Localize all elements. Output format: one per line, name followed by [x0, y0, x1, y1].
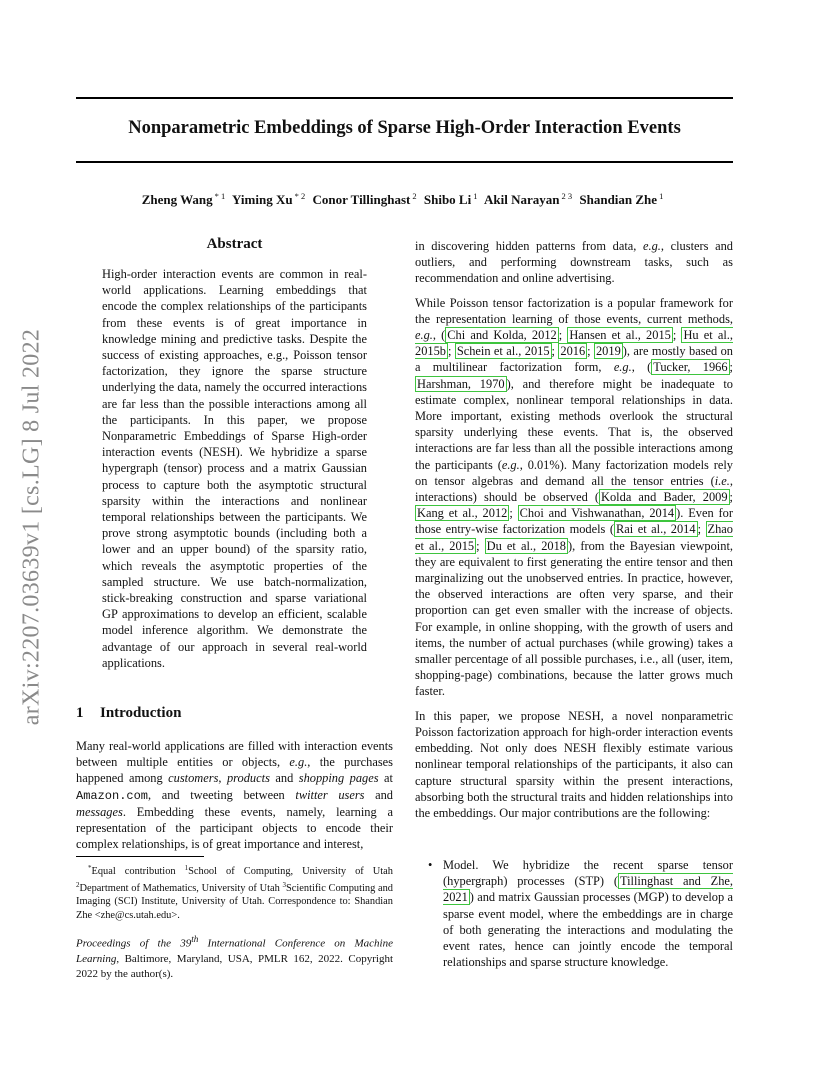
abstract-body — [102, 266, 367, 671]
citation-link[interactable]: Zhao et al., 2015 — [415, 522, 733, 553]
author-list — [76, 191, 733, 208]
abstract-text: High-order interaction events are common in real-world applications. Learning embeddings that encode the complex relationships of the participants from these events is of great importance in knowledge mining and predictive tasks. Despite the success of existing approaches, e.g., Poisson tensor factorization, they ignore the sparse structure underlying the data, namely the occurred interactions are far less than the possible interactions among all the participants. In this paper, we propose Nonparametric Embeddings of Sparse High-order interaction events (NESH). We hybridize a sparse hypergraph (tensor) process and a matrix Gaussian process to capture both the asymptotic structural sparsity within the interactions and nonlinear temporal relationships between the participants. We prove strong asymptotic bounds (including both a lower and an upper bound) of the sparsity ratio, which reveals the asymptotic properties of the sampled structure. We use batch-normalization, stick-breaking construction and sparse variational GP approximations to develop an efficient, scalable model inference algorithm. We demonstrate the advantage of our approach in several real-world applications. — [102, 267, 367, 670]
author-name: Shibo Li — [423, 192, 472, 207]
title-top-rule — [76, 97, 733, 99]
list-item: • Model. We hybridize the recent sparse tensor (hypergraph) processes (STP) ( Tillinghast and Zhe, 2021 ) and matrix Gaussian processes (MGP) to develop a sparse event model, where the embeddings are in charge of both generating the interactions and modulating the event rates, hence can jointly encode the temporal relationships and sparse structure knowledge. — [428, 858, 733, 970]
citation-link[interactable]: Choi and Vishwanathan, 2014 — [519, 506, 675, 521]
contributions-list — [415, 857, 733, 970]
right-column — [415, 238, 733, 821]
author-affiliation: 1 — [473, 191, 478, 201]
affiliation-footnote: *Equal contribution $^1$School of Computing, University of Utah $^2$Department of Mathematics, University of Utah $^3$Scientific Computing and Imaging (SCI) Institute, University of Utah. Correspondence to: Shandian Zhe <zhe@cs.utah.edu>. — [76, 864, 393, 921]
author-name: Conor Tillinghast — [312, 192, 411, 207]
citation-link[interactable]: Rai et al., 2014 — [616, 522, 696, 537]
abstract-heading: Abstract — [206, 236, 263, 252]
citation-link[interactable]: Tucker, 1966 — [653, 360, 728, 375]
citation-link[interactable]: Schein et al., 2015 — [456, 344, 550, 359]
author-affiliation: 1 — [659, 191, 664, 201]
citation-link[interactable]: Hansen et al., 2015 — [569, 328, 671, 343]
citation-link[interactable]: Du et al., 2018 — [486, 538, 567, 553]
citation-link[interactable]: Kang et al., 2012 — [417, 506, 508, 521]
author-affiliation: * 1 — [214, 191, 226, 201]
author-name: Zheng Wang — [141, 192, 213, 207]
author-affiliation: * 2 — [294, 191, 306, 201]
arxiv-identifier: arXiv:2207.03639v1 [cs.LG] 8 Jul 2022 — [18, 328, 45, 726]
citation-link[interactable]: 2019 — [595, 344, 621, 359]
amazon-mono: Amazon.com — [76, 788, 149, 803]
citation-link[interactable]: Tillinghast and Zhe, 2021 — [443, 874, 733, 905]
title-bottom-rule — [76, 161, 733, 163]
poisson-paragraph: While Poisson tensor factorization is a popular framework for the representation learning of those events, current methods, e.g., ( Chi and Kolda, 2012 ; Hansen et al., 2015 ; Hu et al., 2015b ; Schein et al., 2015 ; 2016 ; 2019 ), are mostly based on a multilinear factorization form, e.g., ( Tucker, 1966 ; Harshman, 1970 ), and therefore might be inadequate to estimate complex, nonlinear temporal relationships in data. More important, existing methods overlook the structural sparsity underlying these events. That is, the observed interactions are far less than all the possible interactions among the participants (e.g., 0.01%). Many factorization models rely on tensor algebras and demand all the tensor entries (i.e., interactions) should be observed ( Kolda and Bader, 2009 ; Kang et al., 2012 ; Choi and Vishwanathan, 2014 ). Even for those entry-wise factorization models ( Rai et al., 2014 ; Zhao et al., 2015 ; Du et al., 2018 ), from the Bayesian viewpoint, they are equivalent to first generating the entire tensor and then marginalizing out the unobserved entries. In practice, however, the observed interactions are often very sparse, and their proportion can get even smaller with the increase of objects. For example, in online shopping, with the growth of users and items, the number of actual purchases (while growing) takes a smaller percentage of all possible purchases, i.e., all (user, item, shopping-page) combinations, because the latter grows much faster. — [415, 295, 734, 699]
citation-link[interactable]: Hu et al., 2015b — [415, 328, 733, 359]
intro-continuation: in discovering hidden patterns from data, e.g., clusters and outliers, and performing downstream tasks, such as recommendation and online advertising. — [415, 239, 733, 286]
author-name: Akil Narayan — [484, 192, 560, 207]
section-heading-introduction — [76, 705, 181, 722]
section-title: Introduction — [100, 705, 182, 721]
author-affiliation: 2 — [412, 191, 417, 201]
citation-link[interactable]: 2016 — [560, 344, 586, 359]
nesh-paragraph: In this paper, we propose NESH, a novel nonparametric Poisson factorization approach for high-order interaction events embedding. Not only does NESH flexibly estimate various nonlinear temporal relationships of the participants, it also can capture structural sparsity within the present interactions, absorbing both the structural traits and hidden relationships into the embeddings. Our major contributions are the following: — [415, 708, 733, 820]
author-name: Yiming Xu — [232, 192, 293, 207]
author-affiliation: 2 3 — [561, 191, 573, 201]
citation-link[interactable]: Harshman, 1970 — [417, 376, 505, 391]
proceedings-notice: Proceedings of the 39th International Conference on Machine Learning, Baltimore, Maryland, USA, PMLR 162, 2022. Copyright 2022 by the author(s). — [76, 934, 393, 980]
paper-title: Nonparametric Embeddings of Sparse High-Order Interaction Events — [128, 118, 681, 138]
author-name: Shandian Zhe — [579, 192, 658, 207]
intro-paragraph: Many real-world applications are filled with interaction events between multiple entities or objects, e.g., the purchases happened among customers, products and shopping pages at Amazon.com, and tweeting between twitter users and messages. Embedding these events, namely, learning a representation of the participant objects to encode their complex relationships, is of great importance and interest, — [76, 739, 393, 852]
arxiv-sidebar — [12, 302, 52, 752]
section-number: 1 — [76, 705, 84, 721]
footnote-rule — [76, 856, 204, 857]
citation-link[interactable]: Kolda and Bader, 2009 — [601, 490, 728, 505]
bullet-icon: • — [428, 858, 433, 872]
citation-link[interactable]: Chi and Kolda, 2012 — [447, 328, 557, 343]
